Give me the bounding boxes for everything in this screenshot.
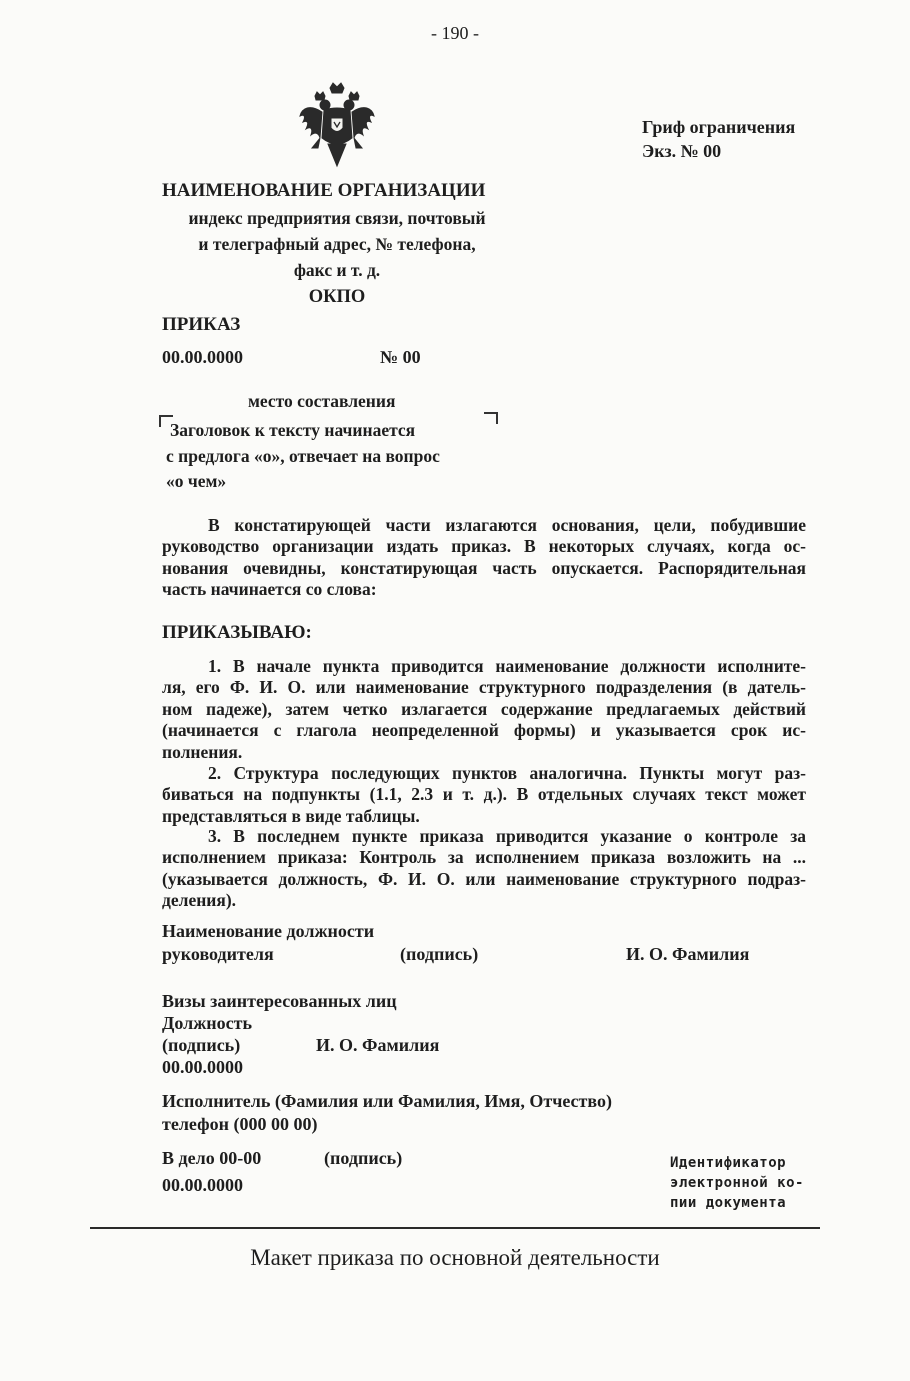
organization-address-3: факс и т. д.: [293, 260, 381, 280]
visa-date: 00.00.0000: [162, 1057, 243, 1077]
document-date: 00.00.0000: [162, 347, 243, 367]
file-label: В дело 00-00: [162, 1148, 262, 1168]
signature-placeholder: (подпись): [400, 944, 479, 964]
document-number: № 00: [380, 347, 421, 367]
heading-line-3: «о чем»: [166, 471, 227, 491]
heading-line-1: Заголовок к тексту начинается: [170, 420, 416, 440]
executor-name: Исполнитель (Фамилия или Фамилия, Имя, Отчество): [162, 1091, 612, 1111]
bottom-rule: [90, 1227, 820, 1229]
order-word: ПРИКАЗЫВАЮ:: [162, 622, 312, 643]
visa-signature: (подпись): [162, 1035, 241, 1055]
signatory-name: И. О. Фамилия: [626, 944, 750, 964]
file-date: 00.00.0000: [162, 1175, 243, 1195]
identifier-line-3: пии документа: [670, 1195, 787, 1211]
order-item-2: 2. Структура последующих пунктов аналогична. Пункты могут раз- биваться на подпункты (1.1, 2.3 и т. д.). В отдельных случаях текст может представляться в виде таблицы.: [162, 763, 806, 826]
signatory-title-1: Наименование должности: [162, 921, 375, 941]
place-of-issue: место составления: [248, 391, 396, 411]
organization-address-2: и телеграфный адрес, № телефона,: [198, 234, 476, 254]
page-number: - 190 -: [431, 23, 479, 43]
copy-number: Экз. № 00: [642, 141, 722, 161]
visa-header: Визы заинтересованных лиц: [162, 991, 397, 1011]
organization-address-1: индекс предприятия связи, почтовый: [188, 208, 486, 228]
intro-paragraph: В констатирующей части излагаются основания, цели, побудившие руководство организации издать приказ. В некоторых случаях, когда ос- нования очевидны, констатирующая часть опускается. Распорядительная часть начинается со слова:: [162, 515, 806, 600]
order-item-3: 3. В последнем пункте приказа приводится указание о контроле за исполнением приказа: Контроль за исполнением приказа возложить на ... (указывается должность, Ф. И. О. или наименование структурного подраз- деления).: [162, 826, 806, 911]
order-item-1: 1. В начале пункта приводится наименование должности исполните- ля, его Ф. И. О. или наименование структурного подразделения (в датель- ном падеже), затем четко излагается содержание предлагаемых действий (начинается с глагола неопределенной формы) и указывается срок ис- полнения.: [162, 656, 806, 762]
organization-name: НАИМЕНОВАНИЕ ОРГАНИЗАЦИИ: [162, 180, 486, 201]
file-signature: (подпись): [324, 1148, 403, 1168]
okpo-code: ОКПО: [308, 287, 366, 307]
identifier-line-2: электронной ко-: [670, 1175, 804, 1191]
visa-name: И. О. Фамилия: [316, 1035, 440, 1055]
restriction-label: Гриф ограничения: [642, 117, 796, 137]
identifier-line-1: Идентификатор: [670, 1155, 787, 1171]
signatory-title-2: руководителя: [162, 944, 274, 964]
heading-corner-right: [484, 412, 498, 424]
visa-position: Должность: [162, 1013, 253, 1033]
heading-line-2: с предлога «о», отвечает на вопрос: [166, 446, 440, 466]
executor-phone: телефон (000 00 00): [162, 1114, 318, 1134]
coat-of-arms-icon: [298, 82, 376, 168]
document-type: ПРИКАЗ: [162, 314, 241, 335]
figure-caption: Макет приказа по основной деятельности: [250, 1245, 660, 1270]
